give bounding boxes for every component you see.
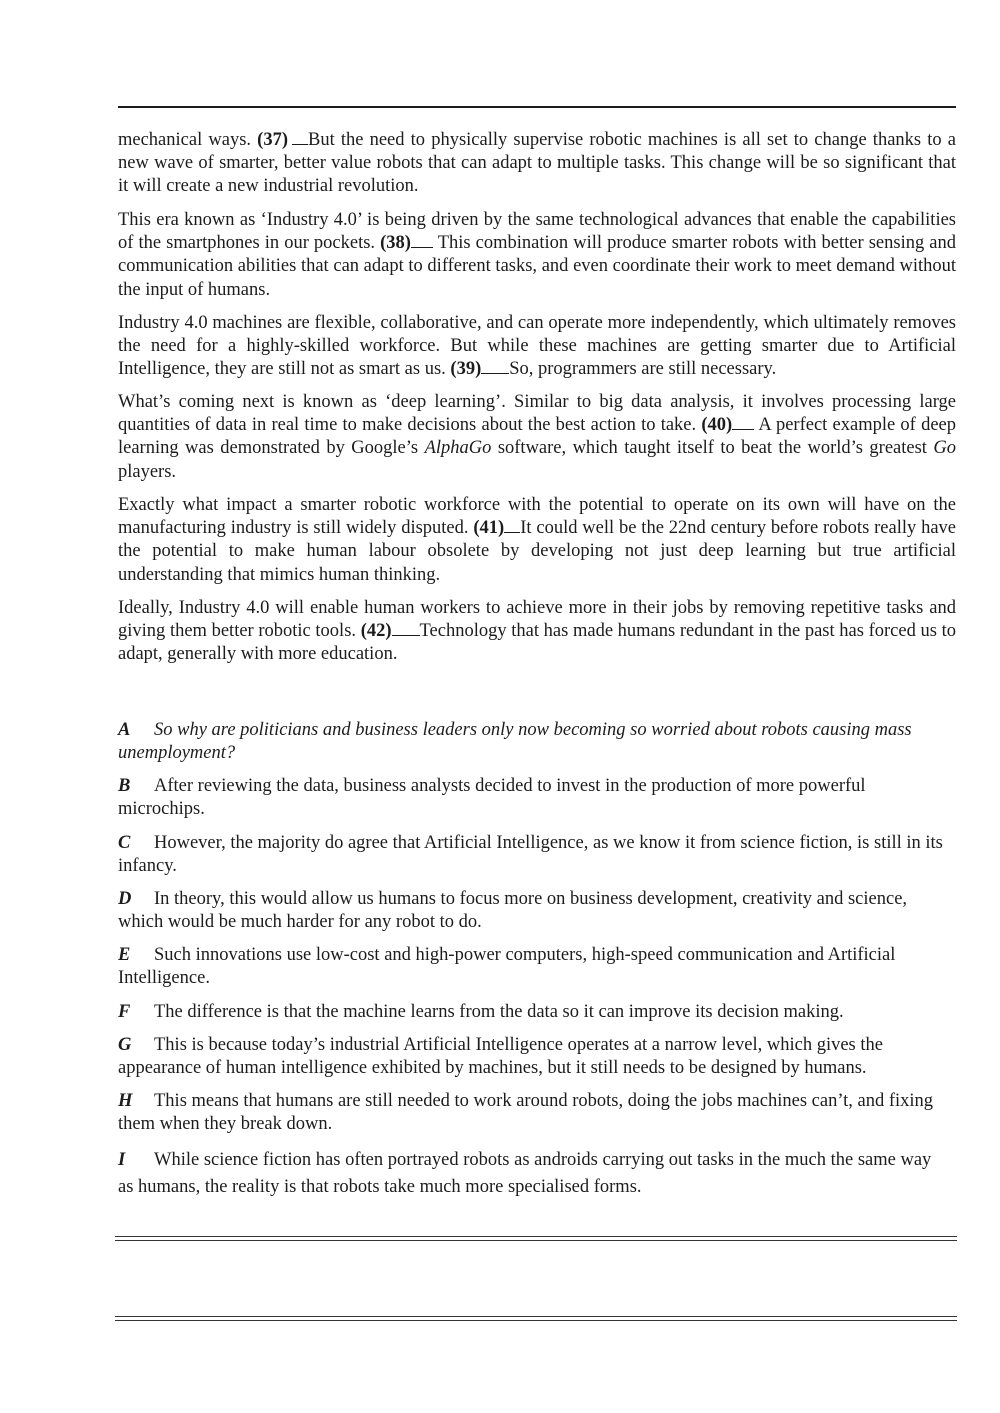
option-letter: E (118, 945, 131, 965)
top-rule (118, 106, 956, 108)
gap-number-41: (41) (473, 518, 505, 539)
option-letter: D (118, 889, 132, 909)
paragraph-2 (118, 209, 956, 302)
paragraph-text: But the need to physically supervise robotic machines is all set to change thanks to a new wave of smarter, better value robots that can adapt to multiple tasks. This change will be so significant that it will create a new industrial revolution. (118, 130, 956, 197)
option-c (118, 832, 948, 878)
option-letter: H (118, 1091, 133, 1111)
gap-number-38: (38) (380, 233, 411, 254)
option-text: Such innovations use low-cost and high-power computers, high-speed communication and Artificial Intelligence. (118, 945, 896, 989)
paragraph-text: This combination will produce smarter robots with better sensing and communication abilities that can adapt to different tasks, and even coordinate their work to meet demand without the input of humans. (118, 233, 956, 300)
paragraph-text: players. (118, 461, 177, 482)
gap-blank-39[interactable] (481, 359, 509, 374)
option-text: So why are politicians and business leaders only now becoming so worried about robots causing mass unemployment? (118, 720, 912, 764)
paragraph-text: What’s coming next is known as ‘deep learning’. Similar to big data analysis, it involves processing large quantities of data in real time to make decisions about the best action to take. (118, 392, 956, 436)
option-letter: A (118, 720, 131, 740)
footer-double-rule (115, 1316, 957, 1321)
paragraph-6 (118, 597, 956, 667)
paragraph-5 (118, 494, 956, 587)
option-text: While science fiction has often portrayed robots as androids carrying out tasks in the much the same way as humans, the reality is that robots take much more specialised forms. (118, 1150, 932, 1197)
gap-blank-37[interactable] (292, 130, 308, 145)
paragraph-text: Exactly what impact a smarter robotic workforce with the potential to operate on its own will have on the manufacturing industry is still widely disputed. (118, 495, 956, 539)
option-text: However, the majority do agree that Artificial Intelligence, as we know it from science fiction, is still in its infancy. (118, 833, 943, 877)
option-text: In theory, this would allow us humans to focus more on business development, creativity and science, which would be much harder for any robot to do. (118, 889, 908, 933)
option-b (118, 775, 948, 821)
option-text: After reviewing the data, business analysts decided to invest in the production of more powerful microchips. (118, 776, 866, 820)
option-i (118, 1147, 948, 1201)
option-letter: B (118, 776, 131, 796)
option-e (118, 944, 948, 990)
option-g (118, 1034, 948, 1080)
option-letter: F (118, 1002, 131, 1022)
bottom-double-rule (115, 1236, 957, 1241)
paragraph-text: Ideally, Industry 4.0 will enable human workers to achieve more in their jobs by removing repetitive tasks and giving them better robotic tools. (118, 598, 956, 642)
gap-blank-38[interactable] (411, 233, 433, 248)
alphago-term: AlphaGo (424, 438, 492, 459)
paragraph-4 (118, 391, 956, 484)
gap-number-40: (40) (701, 415, 733, 436)
option-letter: G (118, 1035, 132, 1055)
option-h (118, 1090, 948, 1136)
option-text: This is because today’s industrial Artificial Intelligence operates at a narrow level, which gives the appearance of human intelligence exhibited by machines, but it still needs to be designed by humans. (118, 1035, 883, 1079)
paragraph-text: software, which taught itself to beat the world’s greatest (491, 438, 934, 459)
paragraph-text: mechanical ways. (118, 130, 258, 150)
option-d (118, 888, 948, 934)
paragraph-text: So, programmers are still necessary. (509, 359, 777, 380)
gap-blank-42[interactable] (392, 621, 420, 636)
paragraph-1 (118, 129, 956, 199)
paragraph-text: Industry 4.0 machines are flexible, collaborative, and can operate more independently, which ultimately removes the need for a highly-skilled workforce. But while these machines are getting smarter due to Artificial Intelligence, they are still not as smart as us. (118, 313, 956, 380)
option-f (118, 1001, 948, 1024)
option-text: This means that humans are still needed to work around robots, doing the jobs machines can’t, and fixing them when they break down. (118, 1091, 934, 1135)
option-a (118, 719, 948, 765)
paragraph-text: This era known as ‘Industry 4.0’ is being driven by the same technological advances that enable the capabilities of the smartphones in our pockets. (118, 210, 956, 254)
paragraph-3 (118, 312, 956, 382)
go-term: Go (933, 438, 956, 459)
option-letter: I (118, 1150, 126, 1170)
paragraph-text: It could well be the 22nd century before robots really have the potential to make human labour obsolete by developing not just deep learning but true artificial understanding that mimics human thinking. (118, 518, 956, 585)
paragraph-text: Technology that has made humans redundant in the past has forced us to adapt, generally with more education. (118, 621, 957, 665)
option-text: The difference is that the machine learns from the data so it can improve its decision making. (154, 1002, 844, 1022)
gap-blank-40[interactable] (732, 415, 754, 430)
gap-blank-41[interactable] (504, 518, 520, 533)
paragraph-text: A perfect example of deep learning was demonstrated by Google’s (118, 415, 956, 459)
gap-number-39: (39) (450, 359, 482, 380)
gap-number-37: (37) (257, 130, 288, 150)
gap-number-42: (42) (360, 621, 392, 642)
option-letter: C (118, 833, 131, 853)
